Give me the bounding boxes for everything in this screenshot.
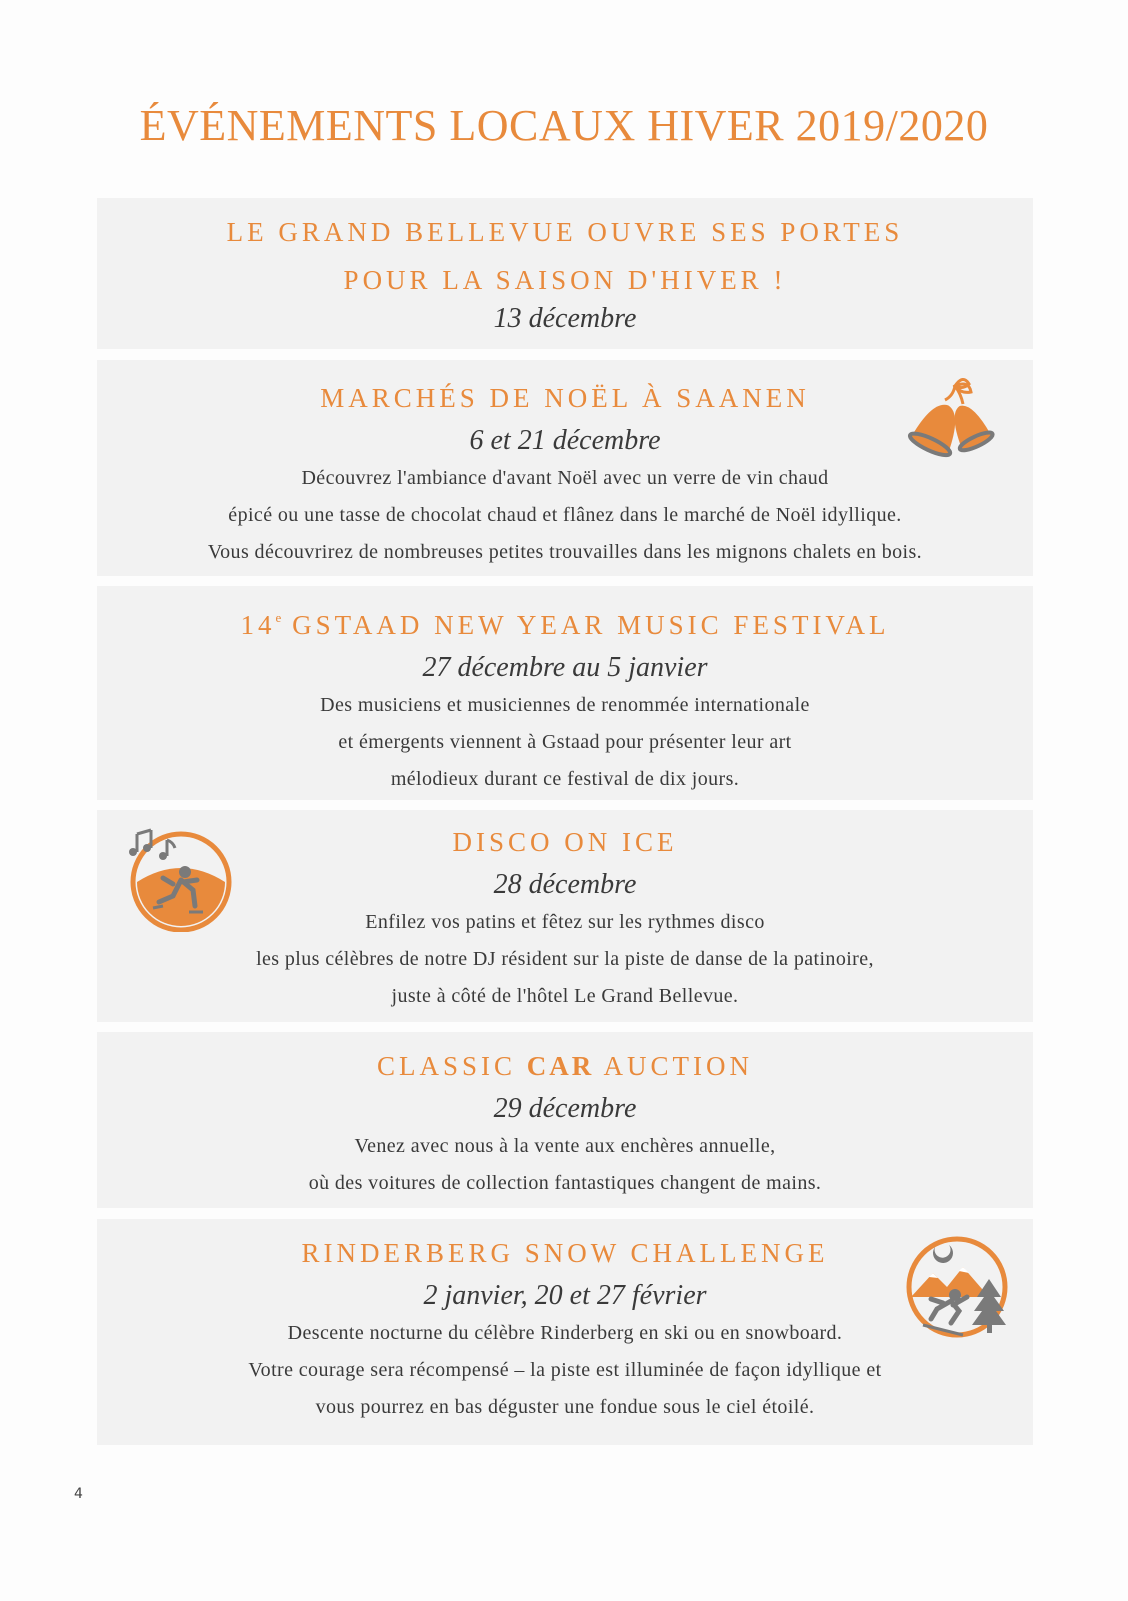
event-description-line: Votre courage sera récompensé – la piste est illuminée de façon idyllique et — [248, 1359, 882, 1381]
event-date: 29 décembre — [493, 1093, 637, 1124]
heading-superscript: e — [275, 610, 282, 625]
event-date: 28 décembre — [493, 869, 637, 900]
event-date: 6 et 21 décembre — [469, 425, 661, 456]
heading-bold-text: CAR — [526, 1051, 595, 1081]
event-description-line: vous pourrez en bas déguster une fondue sous le ciel étoilé. — [315, 1396, 815, 1418]
event-heading: LE GRAND BELLEVUE OUVRE SES PORTES — [226, 217, 904, 247]
event-description-line: Descente nocturne du célèbre Rinderberg en ski ou en snowboard. — [287, 1322, 843, 1344]
event-heading: DISCO ON ICE — [452, 827, 678, 857]
event-card-auction — [97, 1032, 1033, 1208]
event-heading: MARCHÉS DE NOËL À SAANEN — [320, 383, 810, 413]
event-date: 2 janvier, 20 et 27 février — [423, 1280, 707, 1311]
heading-text: GSTAAD NEW YEAR MUSIC FESTIVAL — [281, 610, 890, 640]
heading-number: 14 — [240, 610, 276, 640]
event-card-festival — [97, 586, 1033, 800]
event-description-line: Des musiciens et musiciennes de renommée internationale — [320, 694, 810, 716]
heading-text: CLASSIC — [376, 1051, 527, 1081]
event-description-line: Venez avec nous à la vente aux enchères annuelle, — [354, 1135, 776, 1157]
event-description-line: Vous découvrirez de nombreuses petites trouvailles dans les mignons chalets en bois. — [207, 541, 923, 563]
event-heading: RINDERBERG SNOW CHALLENGE — [301, 1238, 829, 1268]
night-skier-icon — [905, 1231, 1017, 1343]
event-card-snow — [97, 1219, 1033, 1445]
event-description-line: les plus célèbres de notre DJ résident sur la piste de danse de la patinoire, — [256, 948, 874, 970]
event-card-noel — [97, 360, 1033, 576]
event-date: 27 décembre au 5 janvier — [422, 652, 708, 683]
heading-text: AUCTION — [594, 1051, 754, 1081]
event-description-line: Découvrez l'ambiance d'avant Noël avec un verre de vin chaud — [301, 467, 829, 489]
ice-skater-music-icon — [123, 820, 235, 932]
event-card-opening — [97, 198, 1033, 349]
event-heading — [97, 594, 1033, 649]
event-description-line: Enfilez vos patins et fêtez sur les rythmes disco — [365, 911, 765, 933]
page-title: ÉVÉNEMENTS LOCAUX HIVER 2019/2020 — [139, 101, 989, 150]
event-description-line: mélodieux durant ce festival de dix jours. — [390, 768, 740, 790]
event-date: 13 décembre — [493, 303, 637, 334]
event-description-line: juste à côté de l'hôtel Le Grand Bellevue. — [391, 985, 739, 1007]
event-description-line: où des voitures de collection fantastiques changent de mains. — [308, 1172, 822, 1194]
event-description-line: épicé ou une tasse de chocolat chaud et flânez dans le marché de Noël idyllique. — [228, 504, 902, 526]
christmas-bells-icon — [897, 374, 1007, 474]
page-number: 4 — [74, 1486, 83, 1502]
event-description-line: et émergents viennent à Gstaad pour présenter leur art — [338, 731, 792, 753]
event-card-disco — [97, 810, 1033, 1022]
event-heading — [97, 1042, 1033, 1090]
event-heading: POUR LA SAISON D'HIVER ! — [343, 265, 787, 295]
